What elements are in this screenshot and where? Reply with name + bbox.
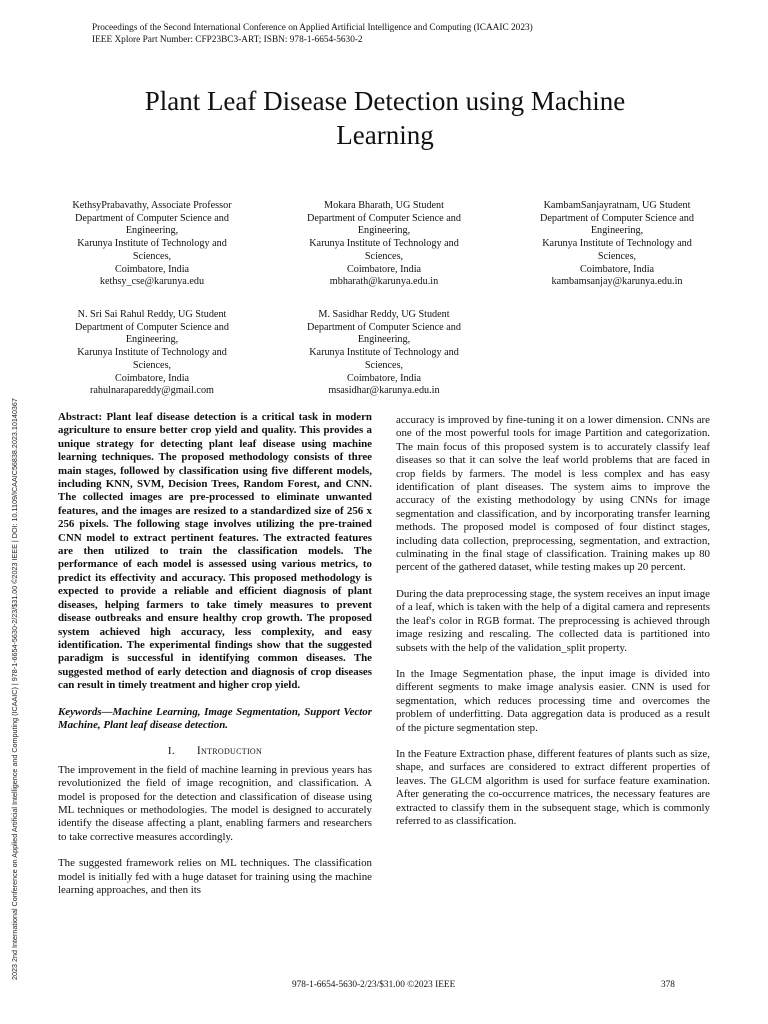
author-dept: Engineering,: [357, 225, 411, 237]
section-title: Introduction: [196, 745, 263, 758]
author-inst: Sciences,: [364, 359, 404, 371]
paragraph: During the data preprocessing stage, the system receives an input image of a leaf, which is taken with the help of a digital camera and represents the leaf's color in RGB format. The preprocessing is achieved through image resizing and rescaling. The collected data is partitioned into subsets with the help of the validation_split property.: [396, 587, 710, 654]
author-email: kambamsanjay@karunya.edu.in: [551, 276, 683, 288]
author-email: msasidhar@karunya.edu.in: [328, 385, 440, 397]
author-dept: Department of Computer Science and: [307, 212, 461, 224]
author-name: Mokara Bharath, UG Student: [324, 200, 444, 211]
author-city: Coimbatore, India: [114, 263, 190, 275]
author-inst: Karunya Institute of Technology and: [542, 238, 692, 250]
author-inst: Karunya Institute of Technology and: [77, 347, 227, 359]
author-city: Coimbatore, India: [579, 263, 655, 275]
author-block-3: [507, 200, 727, 289]
author-block-4: [42, 309, 262, 398]
author-inst: Sciences,: [364, 250, 404, 262]
paragraph: accuracy is improved by fine-tuning it on a lower dimension. CNNs are one of the most powerful tools for image Partition and categorization. The main focus of this proposed system is to accurately classify leaf diseases so that it can solve the leaf world problems that are faced in crop fields by farmers. The model is less complex and has easy identification of plant diseases. The system aims to improve the accuracy of the existing methodology by using CNNs for image segmentation and classification, and by incorporating transfer learning methods. The proposed model is composed of four distinct stages, including data collection, preprocessing, segmentation, and extraction, culminating in the final stage of classification. Training makes up 80 percent of the gathered dataset, while testing makes up 20 percent.: [396, 414, 710, 574]
footer-copyright: 978-1-6654-5630-2/23/$31.00 ©2023 IEEE: [292, 980, 456, 990]
header-line-2: IEEE Xplore Part Number: CFP23BC3-ART; ISBN: 978-1-6654-5630-2: [92, 35, 363, 45]
author-city: Coimbatore, India: [346, 263, 422, 275]
author-inst: Karunya Institute of Technology and: [309, 347, 459, 359]
author-dept: Engineering,: [125, 334, 179, 346]
paper-title: [60, 84, 710, 152]
author-dept: Engineering,: [357, 334, 411, 346]
author-dept: Engineering,: [590, 225, 644, 237]
author-email: mbharath@karunya.edu.in: [329, 276, 439, 288]
author-dept: Department of Computer Science and: [75, 212, 229, 224]
author-name: KethsyPrabavathy, Associate Professor: [72, 200, 232, 211]
author-inst: Karunya Institute of Technology and: [309, 238, 459, 250]
author-name: N. Sri Sai Rahul Reddy, UG Student: [77, 309, 227, 320]
author-name: KambamSanjayratnam, UG Student: [543, 200, 691, 211]
header-line-1: Proceedings of the Second International Conference on Applied Artificial Intelligence and Computing (ICAAIC 2023): [92, 23, 533, 33]
doi-sidebar: 2023 2nd International Conference on Applied Artificial Intelligence and Computing (ICAAIC) | 978-1-6654-5630-2/23/$31.00 ©2023 IEEE | DOI: 10.1109/ICAAIC56838.2023.10140367: [10, 398, 19, 980]
paragraph: In the Image Segmentation phase, the input image is divided into different segments to make image analysis easier. CNN is used for segmentation, which reduces processing time and overcomes the problem of underfitting. Data aggregation data is produced as a result of the picture segmentation step.: [396, 667, 710, 734]
conference-header: [92, 22, 533, 46]
author-dept: Department of Computer Science and: [540, 212, 694, 224]
author-dept: Engineering,: [125, 225, 179, 237]
author-inst: Sciences,: [597, 250, 637, 262]
author-block-5: [274, 309, 494, 398]
section-heading-introduction: [58, 745, 372, 758]
author-inst: Sciences,: [132, 359, 172, 371]
page-number: 378: [661, 980, 675, 990]
author-name: M. Sasidhar Reddy, UG Student: [318, 309, 450, 320]
left-column: [58, 411, 372, 910]
author-block-1: [42, 200, 262, 289]
author-inst: Sciences,: [132, 250, 172, 262]
keywords: Keywords—Machine Learning, Image Segmentation, Support Vector Machine, Plant leaf disease detection.: [58, 705, 372, 731]
author-city: Coimbatore, India: [346, 372, 422, 384]
author-city: Coimbatore, India: [114, 372, 190, 384]
author-email: kethsy_cse@karunya.edu: [99, 276, 205, 288]
right-column: [396, 414, 710, 841]
paragraph: In the Feature Extraction phase, different features of plants such as size, shape, and surfaces are considered to extract different properties of leaves. The GLCM algorithm is used for surface feature examination. After generating the co-occurrence matrices, the necessary features are extracted to classify them in the subsequent stage, which is commonly referred to as classification.: [396, 747, 710, 827]
section-number: I.: [167, 745, 175, 758]
title-line-2: Learning: [336, 120, 434, 150]
paragraph: The improvement in the field of machine learning in previous years has revolutionized the field of image recognition, and classification. A model is proposed for the detection and classification of disease using ML techniques or methodologies. The model is designed to accurately identify the disease affecting a plant, enabling farmers and researchers to take corrective measures accordingly.: [58, 763, 372, 843]
paragraph: The suggested framework relies on ML techniques. The classification model is initially fed with a huge dataset for training using the machine learning approaches, and then its: [58, 857, 372, 896]
author-inst: Karunya Institute of Technology and: [77, 238, 227, 250]
abstract: Abstract: Plant leaf disease detection is a critical task in modern agriculture to ensure better crop yield and quality. This provides a unique strategy for detecting plant leaf disease using machine learning techniques. The proposed methodology consists of three main stages, followed by classification using five different models, including KNN, SVM, Decision Trees, Random Forest, and CNN. The collected images are pre-processed to eliminate unwanted features, and the images are resized to a standardized size of 256 x 256 pixels. The following stage involves utilizing the pre-trained CNN model to extract pertinent features. The extracted features are then utilized to train the classification models. The performance of each model is assessed using various metrics, to predict its effectivity and accuracy. This proposed methodology is expected to provide a reliable and efficient diagnosis of plant diseases, helping farmers to take timely measures to prevent disease outbreaks and ensure healthy crop growth. The proposed system achieved high accuracy, less complexity, and easy identification. The experimental findings show that the suggested paradigm is successful in identifying common diseases. The suggested method of early detection and diagnosis of crop diseases can result in timely treatment and higher crop yield.: [58, 411, 372, 692]
title-line-1: Plant Leaf Disease Detection using Machine: [144, 86, 626, 116]
author-dept: Department of Computer Science and: [307, 321, 461, 333]
author-block-2: [274, 200, 494, 289]
author-email: rahulnarapareddy@gmail.com: [90, 385, 214, 397]
author-dept: Department of Computer Science and: [75, 321, 229, 333]
